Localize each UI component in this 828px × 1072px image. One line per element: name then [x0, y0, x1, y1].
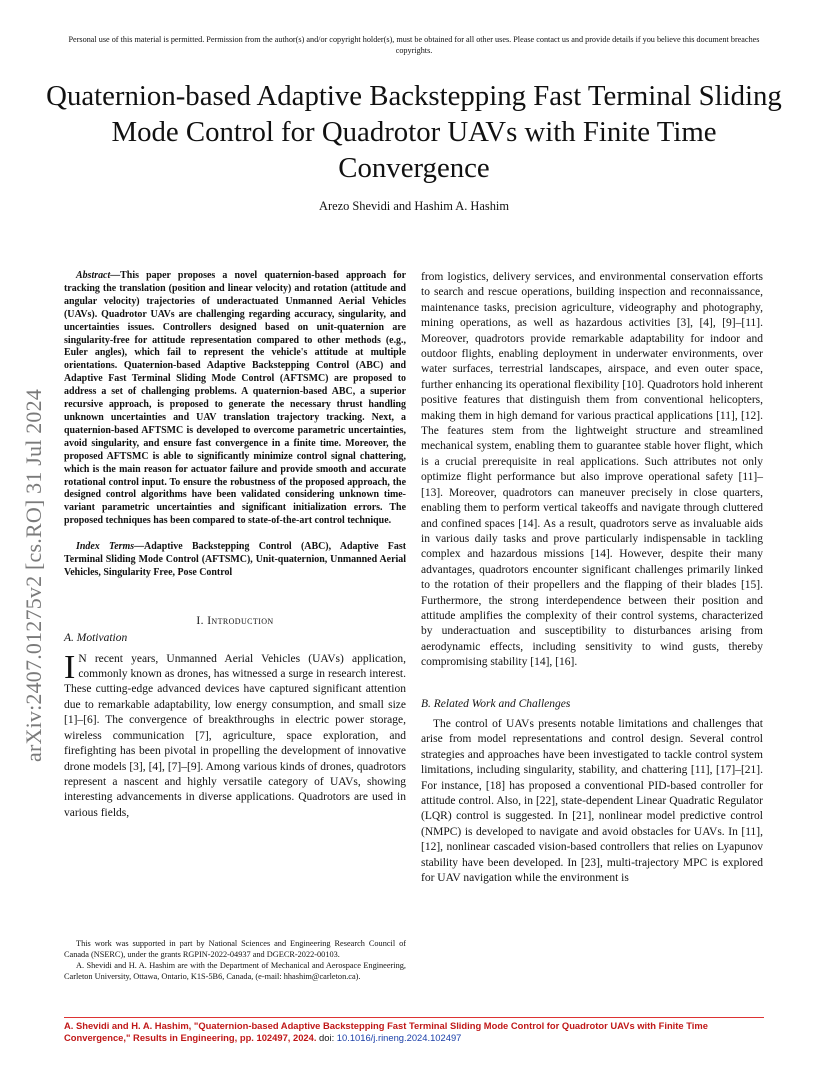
section-title: Introduction	[207, 614, 274, 627]
abstract-text: —This paper proposes a novel quaternion-based approach for tracking the translation (position and linear velocity) and rotation (attitude and angular velocity) trajectories of underactuated Unmanned Aerial Vehicles (UAVs). Quadrotor UAVs are challenging regarding accuracy, singularity, and uncertainties issues. Controllers designed based on unit-quaternion are singularity-free for attitude representation compared to other methods (e.g., Euler angles), which fail to represent the vehicle's attitude at multiple orientations. Quaternion-based Adaptive Backstepping Control (ABC) and Adaptive Fast Terminal Sliding Mode Control (AFTSMC) are proposed to address a set of challenging problems. A quaternion-based ABC, a superior recursive approach, is proposed to generate the necessary thrust handling unknown uncertainties and UAV translation trajectory tracking. Next, a quaternion-based AFTSMC is developed to overcome parametric uncertainties, avoid singularity, and ensure fast convergence in a finite time. Moreover, the proposed AFTSMC is able to significantly minimize control signal chattering, which is the main reason for actuator failure and provide smooth and accurate rotational control input. To ensure the robustness of the proposed approach, the designed control algorithms have been validated considering unknown time-variant parametric uncertainties and significant initialization errors. The proposed techniques has been compared to state-of-the-art control technique.	[64, 270, 406, 527]
citation-footer	[64, 1020, 764, 1043]
intro-paragraph-text: N recent years, Unmanned Aerial Vehicles (UAVs) application, commonly known as drones, has witnessed a surge in research interest. These cutting-edge advanced devices have captured significant attention due to remarkable adaptability, low energy consumption, and small size [1]–[6]. The convergence of breakthroughs in electric power storage, wireless communication [7], agriculture, space exploration, and firefighting has been pivotal in propelling the development of innovative drone models [3], [4], [7]–[9]. Among various kinds of drones, quadrotors represent a nascent and highly versatile category of UAVs, showing interesting advancements in diverse applications. Quadrotors are used in various fields,	[64, 652, 406, 819]
abstract-label: Abstract	[76, 270, 111, 281]
doi-link[interactable]: 10.1016/j.rineng.2024.102497	[336, 1031, 462, 1043]
citation-text: A. Shevidi and H. A. Hashim, "Quaternion-based Adaptive Backstepping Fast Terminal Sliding Mode Control for Quadrotor UAVs with Finite Time Convergence," Results in Engineering, pp. 102497, 2024.	[64, 1020, 708, 1043]
drop-cap: I	[64, 648, 76, 686]
intro-paragraph	[64, 648, 406, 821]
copyright-notice: Personal use of this material is permitted. Permission from the author(s) and/or copyright holder(s), must be obtained for all other uses. Please contact us and provide details if you believe this document breaches copyrights.	[68, 35, 760, 55]
footnote-affiliation: A. Shevidi and H. A. Hashim are with the Department of Mechanical and Aerospace Engineering, Carleton University, Ottawa, Ontario, K1S-5B6, Canada, (e-mail: hhashim@carleton.ca).	[64, 961, 406, 981]
section-heading-introduction	[64, 614, 406, 629]
citation-divider	[64, 1017, 764, 1018]
author-list: Arezo Shevidi and Hashim A. Hashim	[319, 199, 509, 213]
body-paragraph: from logistics, delivery services, and environmental conservation efforts to search and rescue operations, building inspection and reconnaissance, maintenance tasks, precision agriculture, videography and photography, mining operations, as well as hazardous activities [3], [4], [9]–[11]. Moreover, quadrotors provide remarkable adaptability for indoor and outdoor flights, enabling deployment in underwater environments, over water surfaces, terrestrial landscapes, airspace, and even outer space, further enhancing its operational flexibility [10]. Quadrotors hold inherent positive features that distinguish them from conventional helicopters, making them in high demand for various practical applications [11], [12]. The features stem from the lightweight structure and streamlined mechanical system, enabling them to guarantee stable hover flight, which is a crucial prerequisite in real applications. Such attributes not only optimize flight performance but also improve operational safety [11]–[13]. Moreover, quadrotors can maneuver precisely in close quarters, enabling them to perform vertical takeoffs and navigate through cluttered and confined spaces [14]. As a result, quadrotors serve as invaluable aids in various daily tasks and prove particularly indispensable in tackling complex and hazardous missions [14]. However, despite their many advantages, quadrotors encounter significant challenges primarily linked to the rotation of their propellers and the flapping of their blades [15]. Furthermore, the strong interdependence between their position and attitude amplifies the complexity of their control systems, characterized by underactuation and susceptibility to disturbances arising from aerodynamic effects, including sensitivity to wind gusts, thereby compromising stability [14], [16].	[421, 271, 763, 669]
section-numeral: I.	[196, 614, 208, 627]
paper-title: Quaternion-based Adaptive Backstepping Fast Terminal Sliding Mode Control for Quadrotor UAVs with Finite Time Convergence	[46, 80, 782, 184]
abstract	[64, 270, 406, 528]
index-terms-text: —Adaptive Backstepping Control (ABC), Adaptive Fast Terminal Sliding Mode Control (AFTSMC), Unit-quaternion, Unmanned Aerial Vehicles, Singularity Free, Pose Control	[64, 541, 407, 578]
body-paragraph: The control of UAVs presents notable limitations and challenges that arise from model representations and control design. Several control strategies and approaches have been investigated to tackle control system limitations, including singularity, stability, and chattering [11], [17]–[21]. For instance, [18] has proposed a conventional PID-based controller for attitude control. Also, in [22], state-dependent Linear Quadratic Regulator (LQR) control is suggested. In [21], nonlinear model predictive control (NMPC) is developed to navigate and avoid obstacles for UAVs. In [11], [12], nonlinear cascaded vision-based controllers that relies on Lyapunov stability have been developed. In [23], multi-trajectory MPC is explored for UAV navigation while the environment is	[421, 717, 763, 885]
arxiv-stamp: arXiv:2407.01275v2 [cs.RO] 31 Jul 2024	[21, 388, 46, 762]
footnote-funding: This work was supported in part by National Sciences and Engineering Research Council of Canada (NSERC), under the grants RGPIN-2022-04937 and DGECR-2022-00103.	[64, 939, 406, 959]
doi-label: doi:	[316, 1031, 337, 1043]
right-column	[421, 270, 763, 886]
subsection-heading-related-work: B. Related Work and Challenges	[421, 697, 571, 710]
index-terms	[64, 541, 406, 580]
left-column	[64, 270, 406, 821]
subsection-heading-motivation: A. Motivation	[64, 632, 128, 645]
footnotes	[64, 938, 406, 982]
index-terms-label: Index Terms	[76, 541, 135, 553]
